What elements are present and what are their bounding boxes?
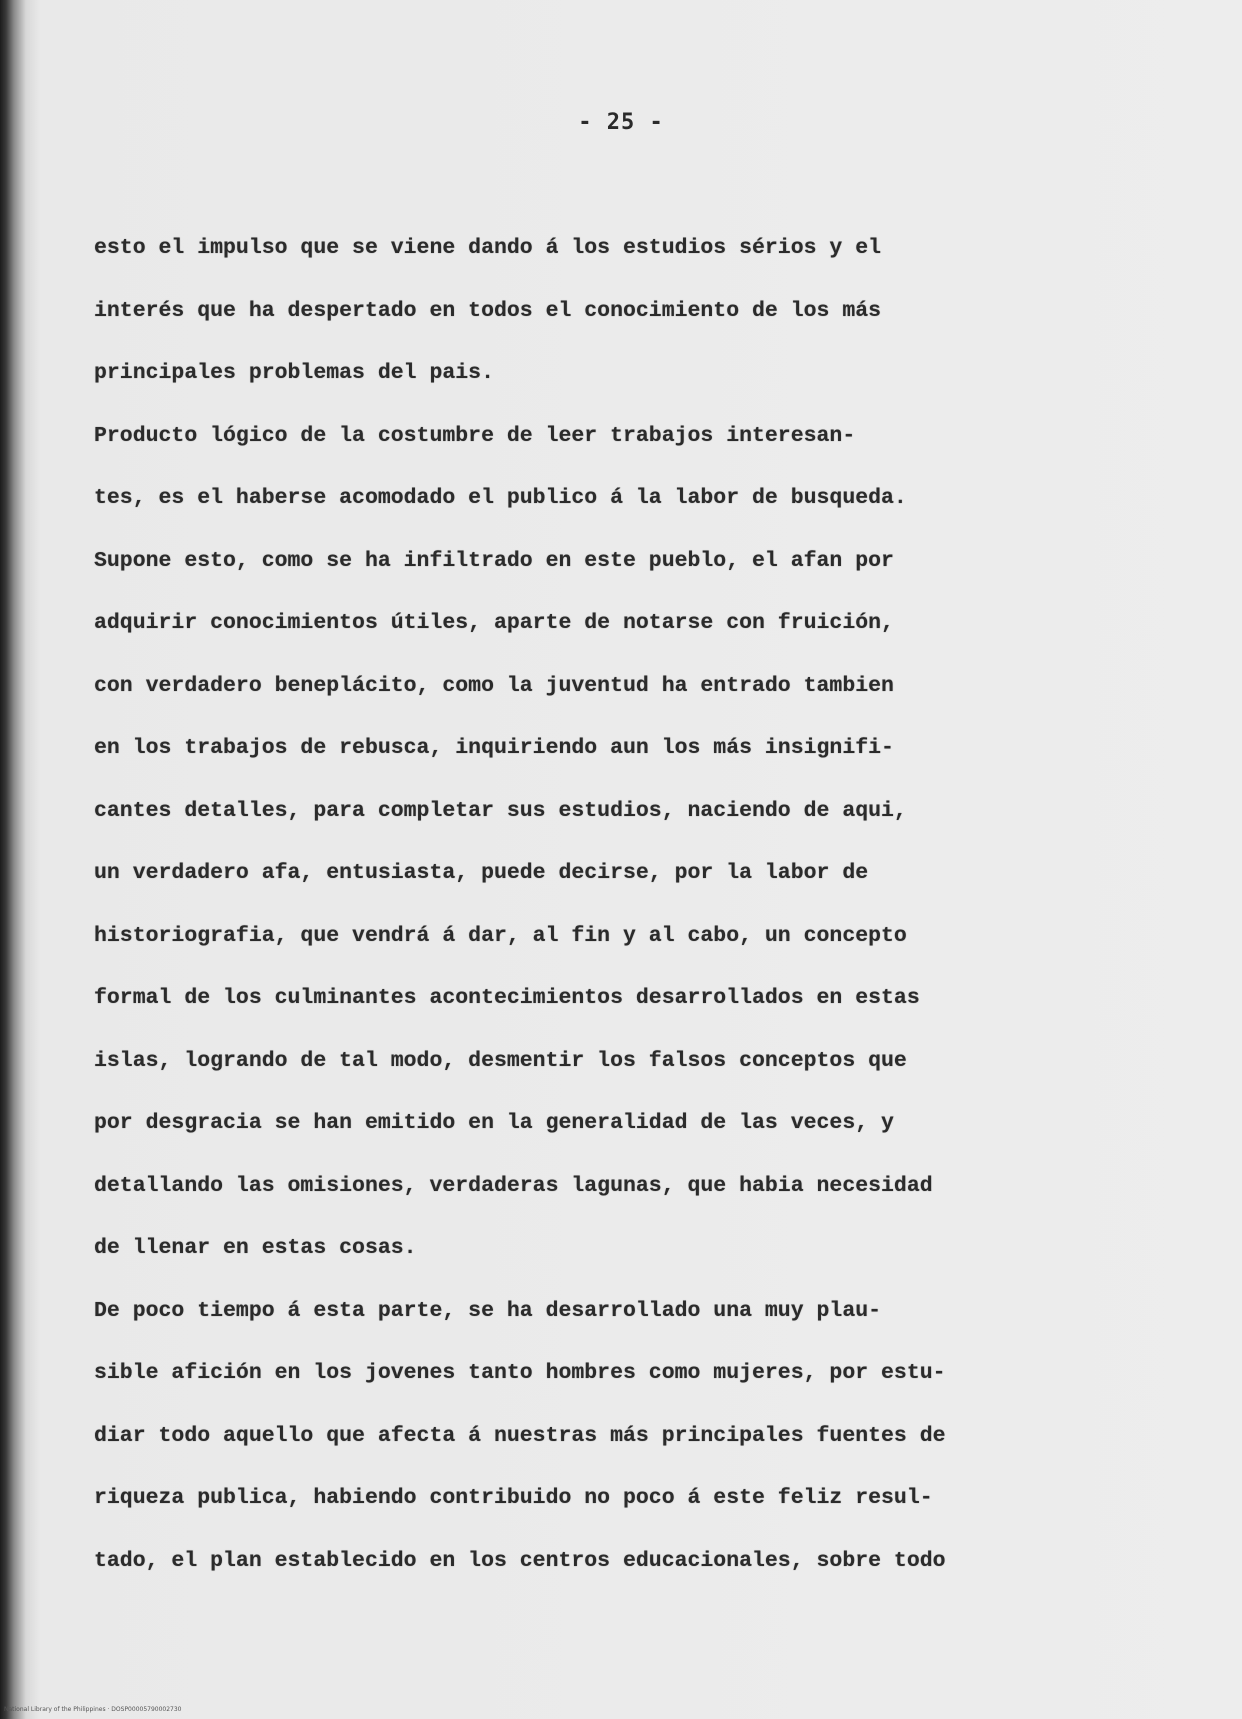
- text-line: historiografia, que vendrá á dar, al fin y al cabo, un concepto: [94, 923, 907, 948]
- text-line: en los trabajos de rebusca, inquiriendo aun los más insignifi-: [94, 736, 894, 760]
- text-line: detallando las omisiones, verdaderas lagunas, que habia necesidad: [94, 1173, 933, 1198]
- text-line: diar todo aquello que afecta á nuestras más principales fuentes de: [94, 1423, 946, 1448]
- text-line: Producto lógico de la costumbre de leer trabajos interesan-: [94, 423, 856, 448]
- text-line: cantes detalles, para completar sus estudios, naciendo de aqui,: [94, 798, 907, 823]
- text-line: por desgracia se han emitido en la generalidad de las veces, y: [94, 1111, 894, 1135]
- text-line: islas, logrando de tal modo, desmentir los falsos conceptos que: [94, 1048, 907, 1073]
- text-line: riqueza publica, habiendo contribuido no poco á este feliz resul-: [94, 1486, 933, 1510]
- body-text: [94, 233, 1144, 1608]
- text-line: De poco tiempo á esta parte, se ha desarrollado una muy plau-: [94, 1298, 882, 1323]
- page-number: - 25 -: [578, 110, 664, 135]
- text-line: tes, es el haberse acomodado el publico á la labor de busqueda.: [94, 486, 907, 510]
- text-line: formal de los culminantes acontecimientos desarrollados en estas: [94, 986, 920, 1010]
- text-line: Supone esto, como se ha infiltrado en este pueblo, el afan por: [94, 548, 894, 573]
- text-line: adquirir conocimientos útiles, aparte de notarse con fruición,: [94, 611, 894, 635]
- text-line: un verdadero afa, entusiasta, puede decirse, por la labor de: [94, 861, 869, 885]
- text-line: sible afición en los jovenes tanto hombres como mujeres, por estu-: [94, 1361, 946, 1385]
- text-line: de llenar en estas cosas.: [94, 1236, 417, 1260]
- text-line: interés que ha despertado en todos el conocimiento de los más: [94, 298, 882, 323]
- text-line: con verdadero beneplácito, como la juventud ha entrado tambien: [94, 673, 894, 698]
- text-line: principales problemas del pais.: [94, 361, 494, 385]
- text-line: esto el impulso que se viene dando á los estudios sérios y el: [94, 236, 882, 260]
- archive-footer: National Library of the Philippines · DOSP00005790002730: [4, 1706, 182, 1713]
- text-line: tado, el plan establecido en los centros educacionales, sobre todo: [94, 1548, 946, 1573]
